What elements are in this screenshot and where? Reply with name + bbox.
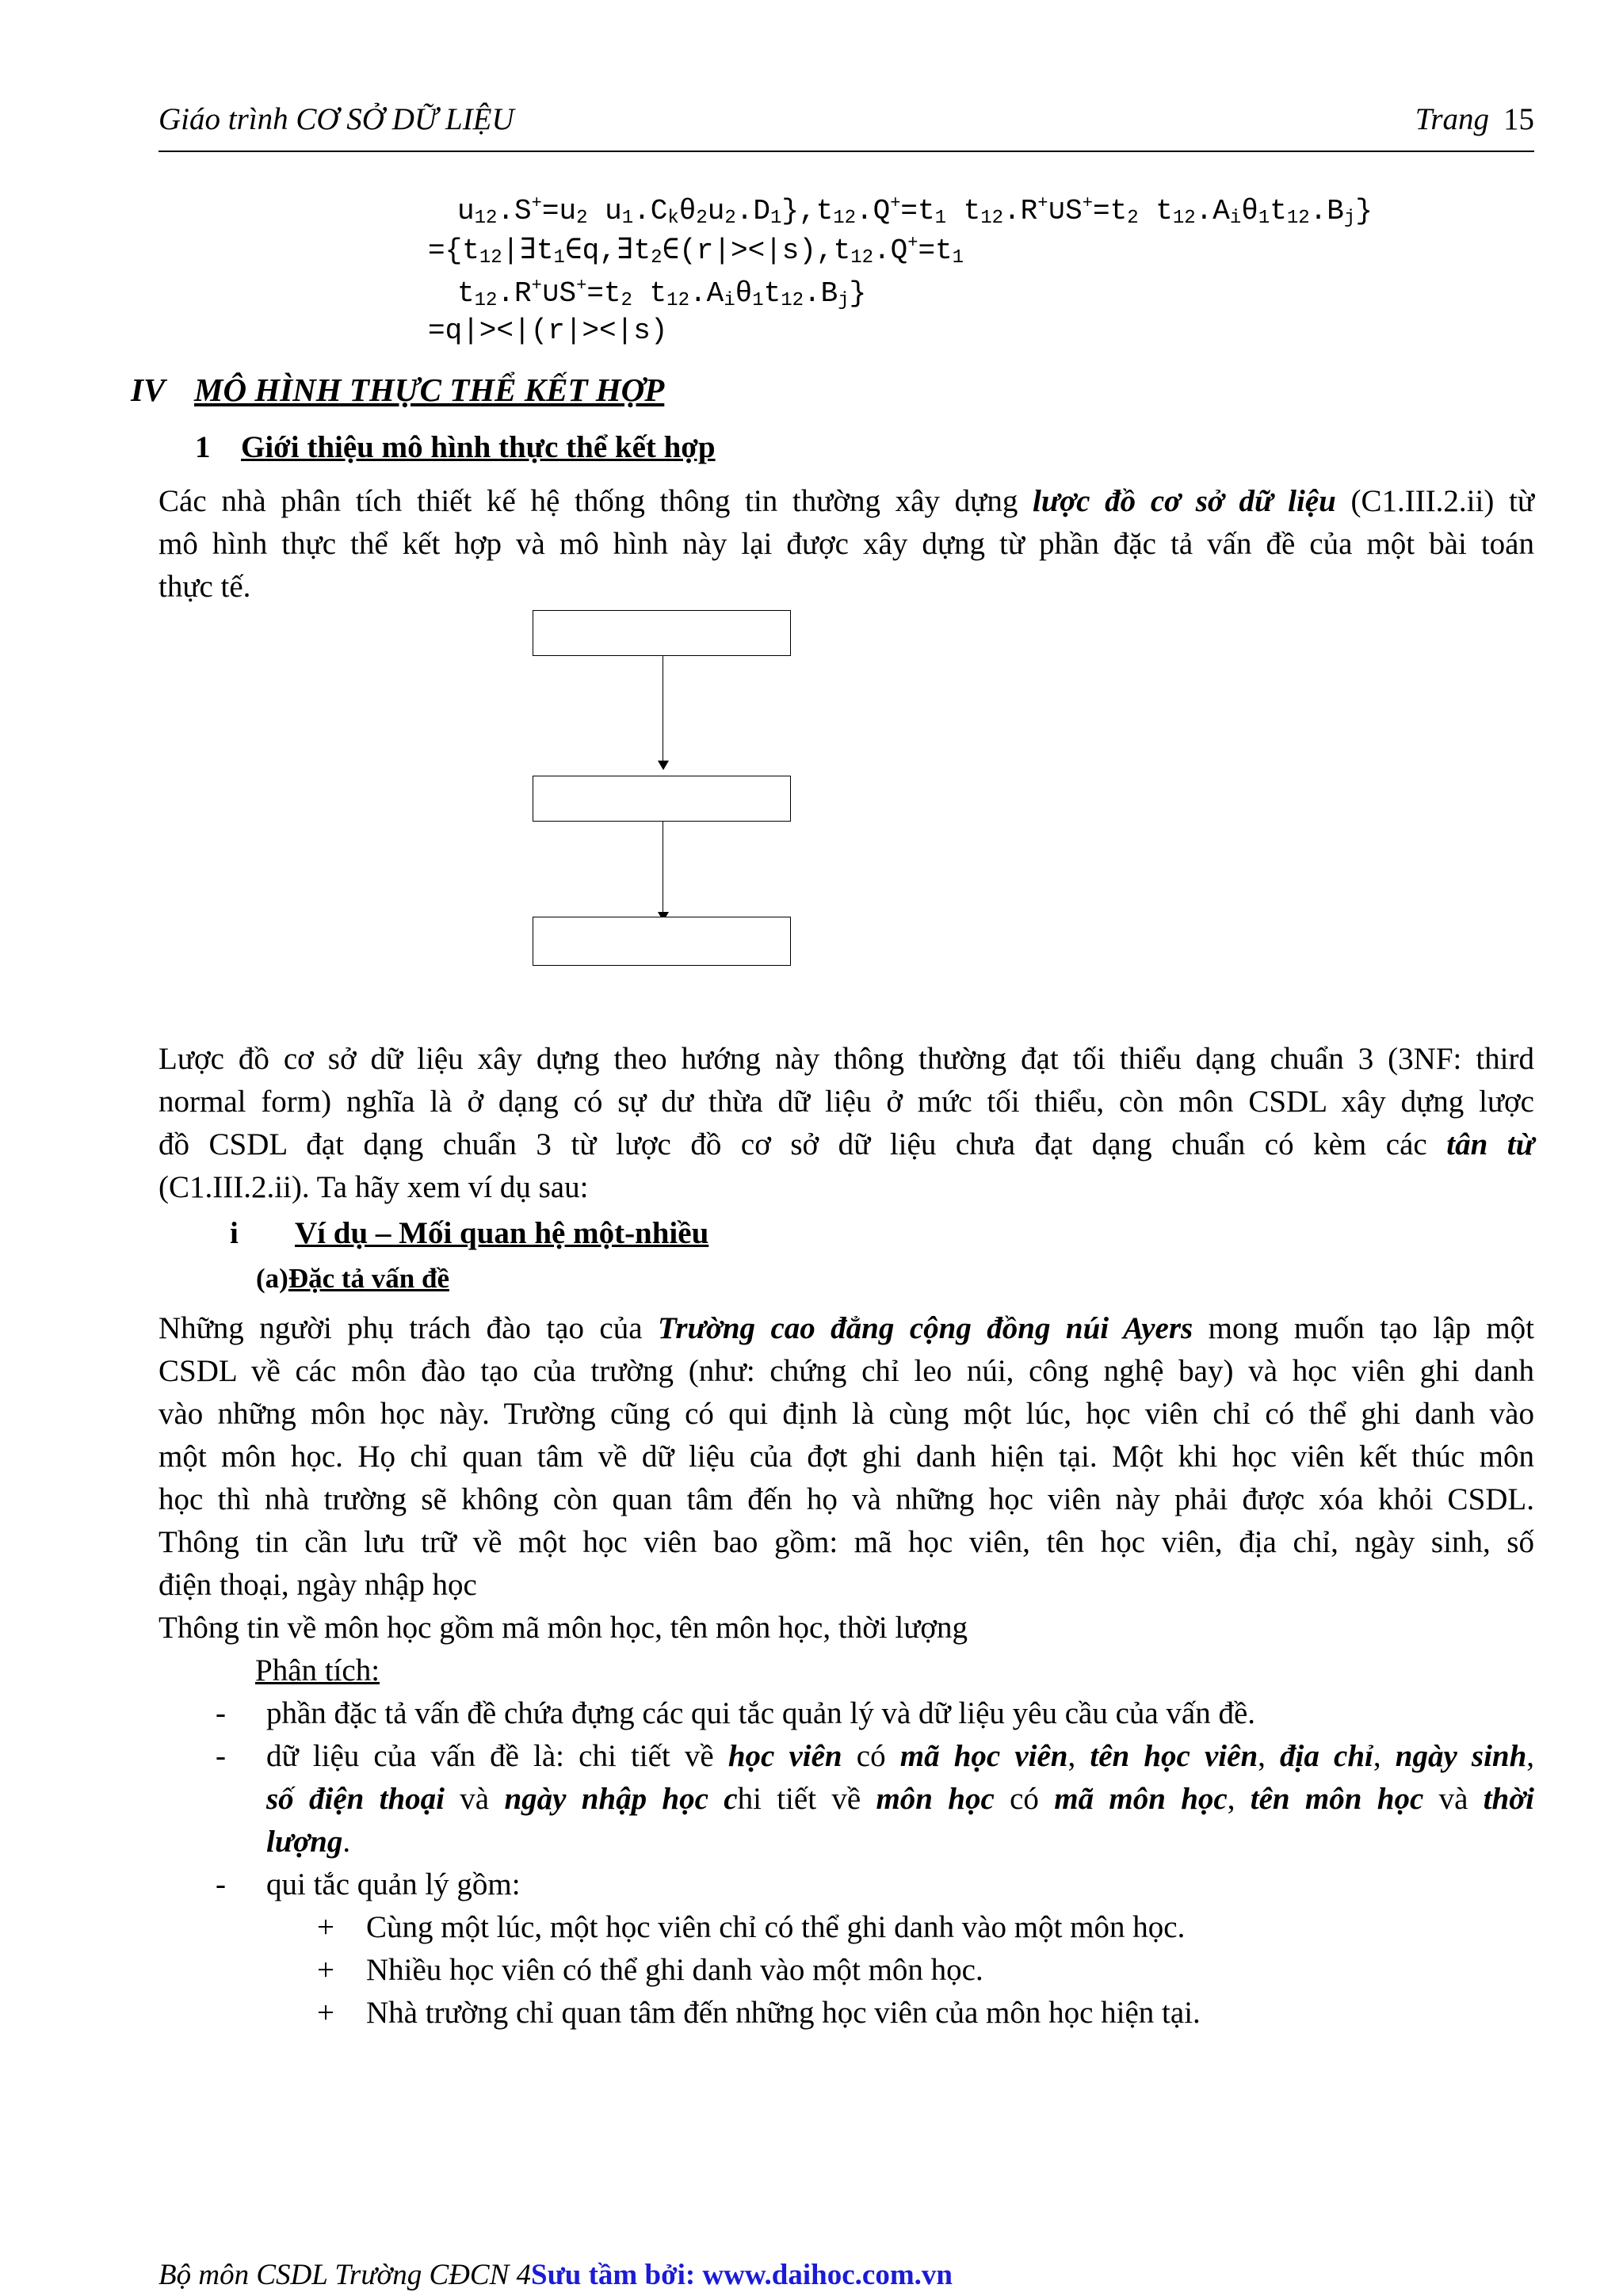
example-heading	[230, 1215, 708, 1251]
normal-form-paragraph	[158, 1038, 1534, 1209]
spec-line-4: một môn học. Họ chỉ quan tâm về dữ liệu của đợt ghi danh hiện tại. Một khi học viên kết thúc môn	[158, 1440, 1534, 1474]
analysis-label-wrap	[255, 1650, 731, 1692]
page-label: Trang	[1415, 102, 1489, 136]
footer-source-link[interactable]: Sưu tầm bởi: www.daihoc.com.vn	[531, 2259, 953, 2291]
term-tan-tu: tân từ	[1446, 1127, 1534, 1161]
rule-item-2	[317, 1949, 1534, 1992]
school-name: Trường cao đẳng cộng đồng núi Ayers	[657, 1311, 1193, 1345]
rule-item-1	[317, 1906, 1534, 1949]
spec-line-7: điện thoại, ngày nhập học	[158, 1568, 477, 1602]
flow-box-bottom	[533, 917, 791, 966]
flow-arrowhead-1	[658, 761, 669, 770]
rule-item-3	[317, 1992, 1534, 2035]
plus-marker: +	[317, 1910, 334, 1944]
flow-box-top	[533, 610, 791, 656]
flow-box-middle	[533, 776, 791, 822]
dash-marker: -	[216, 1696, 226, 1730]
spec-line-5: học thì nhà trường sẽ không còn quan tâm đến họ và những học viên này phải được xóa khỏi CSDL.	[158, 1482, 1534, 1516]
spec-line-2: CSDL về các môn đào tạo của trường (như: chứng chỉ leo núi, công nghệ bay) và học viên ghi danh	[158, 1354, 1534, 1388]
subsection-title: Giới thiệu mô hình thực thể kết hợp	[241, 430, 716, 464]
spec-prefix: (a)	[256, 1263, 288, 1294]
document-title: Giáo trình CƠ SỞ DỮ LIỆU	[158, 102, 514, 136]
dash-marker: -	[216, 1867, 226, 1901]
section-title: MÔ HÌNH THỰC THỂ KẾT HỢP	[194, 372, 665, 408]
intro-line-3: thực tế.	[158, 570, 251, 604]
analysis-label: Phân tích:	[255, 1653, 380, 1688]
math-line-4: =q|><|(r|><|s)	[428, 315, 668, 347]
rule-text-2: Nhiều học viên có thể ghi danh vào một môn học.	[366, 1953, 983, 1987]
section-heading	[131, 371, 664, 409]
example-number: i	[230, 1216, 239, 1250]
p2-line-1: Lược đồ cơ sở dữ liệu xây dựng theo hướng này thông thường đạt tối thiểu dạng chuẩn 3 (3NF: third	[158, 1042, 1534, 1076]
page-indicator	[1415, 101, 1534, 137]
dash-marker: -	[216, 1739, 226, 1773]
page-footer	[158, 2258, 953, 2292]
intro-line-1: Các nhà phân tích thiết kế hệ thống thông tin thường xây dựng lược đồ cơ sở dữ liệu (C1.III.2.ii) từ	[158, 484, 1535, 518]
p2-line-3: đồ CSDL đạt dạng chuẩn 3 từ lược đồ cơ sở dữ liệu chưa đạt dạng chuẩn có kèm các tân từ	[158, 1127, 1534, 1161]
intro-paragraph	[158, 480, 1534, 608]
bullet-text-3: qui tắc quản lý gồm:	[266, 1867, 521, 1901]
footer-department: Bộ môn CSDL Trường CĐCN 4	[158, 2259, 531, 2291]
spec-line-6: Thông tin cần lưu trữ về một học viên bao gồm: mã học viên, tên học viên, địa chỉ, ngày sinh, số	[158, 1525, 1534, 1559]
math-line-3: $t_{12}.R^+\cup S^+=t_2$ $t_{12}.A_i\theta_1t_{12}.B_j$}	[457, 276, 867, 311]
page-number: 15	[1503, 102, 1534, 136]
bullet-item-2	[216, 1735, 1534, 1863]
bullet-item-1	[216, 1692, 1534, 1735]
spec-line-8: Thông tin về môn học gồm mã môn học, tên môn học, thời lượng	[158, 1611, 968, 1645]
term-luoc-do: lược đồ cơ sở dữ liệu	[1033, 484, 1336, 518]
rule-text-3: Nhà trường chỉ quan tâm đến những học viên của môn học hiện tại.	[366, 1996, 1201, 2030]
math-line-1: $u_{12}.S^+=u_2$ $u_1.C_k\theta_2u_2.D_1\},t_{12}.Q^+=t_1$ $t_{12}.R^+\cup S^+=t_2$ $t_{12}.A_i\theta_1t_{12}.B_j$}	[457, 193, 1373, 229]
intro-line-2: mô hình thực thể kết hợp và mô hình này lại được xây dựng từ phần đặc tả vấn đề của một bài toán	[158, 527, 1534, 561]
plus-marker: +	[317, 1953, 334, 1987]
example-title: Ví dụ – Mối quan hệ một-nhiều	[295, 1216, 709, 1250]
subsection-number: 1	[195, 430, 211, 464]
bullet-text-2: dữ liệu của vấn đề là: chi tiết về học viên có mã học viên, tên học viên, địa chỉ, ngày sinh, số điện thoại và ngày nhập học chi tiết về môn học có mã môn học, tên môn học và thời lượng.	[266, 1739, 1535, 1859]
spec-paragraph	[158, 1307, 1534, 1650]
bullet-text-1: phần đặc tả vấn đề chứa đựng các qui tắc quản lý và dữ liệu yêu cầu của vấn đề.	[266, 1696, 1256, 1730]
p2-line-2: normal form) nghĩa là ở dạng có sự dư thừa dữ liệu ở mức tối thiểu, còn môn CSDL xây dựng lược	[158, 1085, 1534, 1119]
spec-heading	[256, 1263, 449, 1295]
math-line-2: $=\{t_{12}|\exists t_1\in q,\exists t_2\in(r|><|s),t_{12}.Q^+=t_1$	[428, 233, 964, 269]
rule-text-1: Cùng một lúc, một học viên chỉ có thể ghi danh vào một môn học.	[366, 1910, 1186, 1944]
page-header	[158, 101, 1534, 152]
plus-marker: +	[317, 1996, 334, 2030]
spec-line-3: vào những môn học này. Trường cũng có qui định là cùng một lúc, học viên chỉ có thể ghi danh vào	[158, 1397, 1534, 1431]
spec-line-1: Những người phụ trách đào tạo của Trường cao đẳng cộng đồng núi Ayers mong muốn tạo lập một	[158, 1311, 1534, 1345]
subsection-heading	[195, 429, 716, 465]
bullet-item-3	[216, 1863, 1534, 1906]
p2-line-4: (C1.III.2.ii). Ta hãy xem ví dụ sau:	[158, 1170, 589, 1204]
section-number: IV	[131, 372, 166, 408]
spec-title: Đặc tả vấn đề	[288, 1263, 449, 1294]
